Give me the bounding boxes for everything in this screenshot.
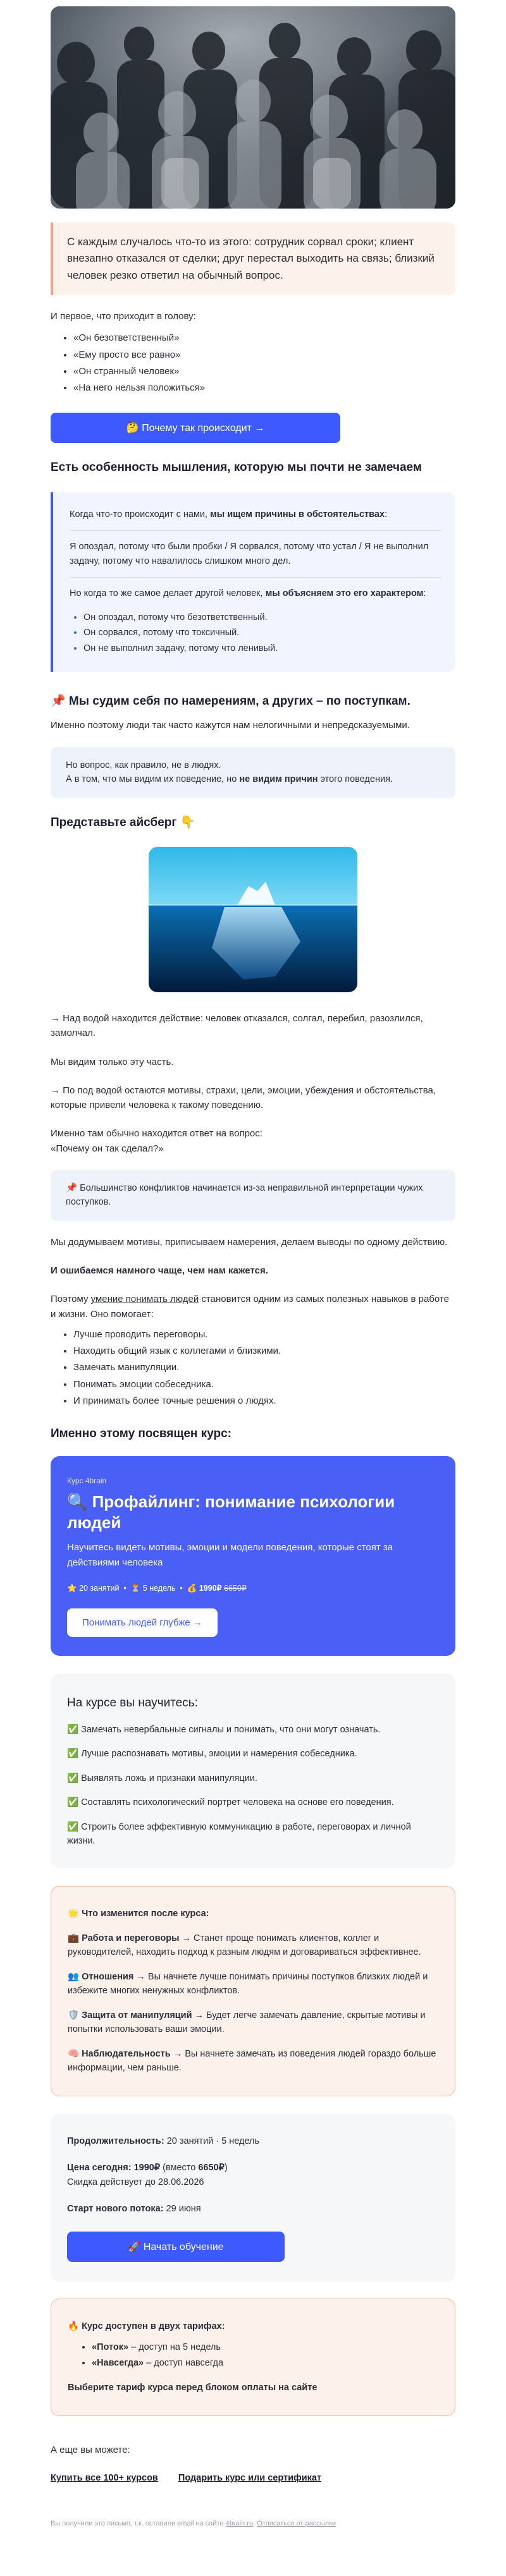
gift-course-link[interactable]: Подарить курс или сертификат xyxy=(178,2473,322,2484)
list-item: • Он опоздал, потому что безответственный. xyxy=(83,610,441,626)
discount-deadline: Скидка действует до 28.06.2026 xyxy=(67,2177,204,2187)
rethink-text: Мы додумываем мотивы, приписываем намерения, делаем выводы по одному действию. xyxy=(51,1236,448,1248)
callout-text: С каждым случалось что-то из этого: сотрудник сорвал сроки; клиент внезапно отказался от сделки; друг перестал выходить на связь; близкий человек резко ответил на обычный вопрос. xyxy=(67,236,435,281)
bold-span: не видим причин xyxy=(239,774,318,785)
intro-text: И первое, что приходит в голову: xyxy=(51,311,196,322)
learn-item: ✅ Замечать невербальные сигналы и понимать, что они могут означать. xyxy=(67,1724,381,1735)
old-price: 6650₽ xyxy=(198,2163,225,2173)
above-water-text: → Над водой находится действие: человек отказался, солгал, перебил, разозлился, замолчал. xyxy=(51,1013,423,1039)
text-span: этого поведения. xyxy=(318,774,393,785)
skills-list xyxy=(51,1327,455,1409)
text-span: Именно там обычно находится ответ на вопрос: xyxy=(51,1128,262,1139)
course-description: Научитесь видеть мотивы, эмоции и модели поведения, которые стоят за действиями человека xyxy=(67,1542,393,1568)
change-item xyxy=(68,2047,438,2075)
course-tag: Курс 4brain xyxy=(67,1476,107,1485)
box-line: Но вопрос, как правило, не в людях. xyxy=(66,760,221,770)
tariff-heading: 🔥 Курс доступен в двух тарифах: xyxy=(68,2321,225,2331)
change-item xyxy=(68,1970,438,1998)
learn-section xyxy=(51,1674,455,1868)
answer-text xyxy=(51,1126,455,1156)
tariff-name: «Поток» xyxy=(92,2342,129,2353)
start-value: 29 июня xyxy=(163,2204,201,2215)
start-row xyxy=(67,2202,439,2216)
change-title: 🧠 Наблюдательность xyxy=(68,2048,171,2059)
change-text: → Вы начнете лучше понимать причины поступков близких людей и избежите многих ненужных конфликтов. xyxy=(68,1971,428,1996)
tariff-text: – доступ на 5 недель xyxy=(128,2342,221,2353)
box-paragraph xyxy=(70,507,441,521)
character-list xyxy=(70,610,441,657)
duration-label: Продолжительность: xyxy=(67,2136,164,2146)
tariff-cta xyxy=(68,2381,438,2395)
text-span: становится одним из самых полезных навыков в работе и жизни. Оно помогает: xyxy=(51,1294,449,1320)
footer-links xyxy=(51,2471,455,2485)
price-value: 1990₽ xyxy=(131,2163,161,2173)
learn-item: ✅ Лучше распознавать мотивы, эмоции и намерения собеседника. xyxy=(67,1749,357,1759)
tariff-section xyxy=(51,2299,455,2416)
iceberg-heading: Представьте айсберг 👇 xyxy=(51,815,195,829)
causes-box xyxy=(51,747,455,798)
divider xyxy=(70,530,441,531)
start-label: Старт нового потока: xyxy=(67,2204,164,2215)
more-text: А еще вы можете: xyxy=(51,2444,130,2455)
duration-value: 20 занятий · 5 недель xyxy=(164,2136,260,2146)
text-span: Когда что-то происходит с нами, xyxy=(70,509,211,519)
box-paragraph: Я опоздал, потому что были пробки / Я сорвался, потому что устал / Я не выполнил задачу, потому что навалилось слишком много дел. xyxy=(70,542,429,566)
skill-text xyxy=(51,1292,455,1321)
changes-heading: 🌟 Что изменится после курса: xyxy=(68,1909,209,1919)
change-title: 👥 Отношения xyxy=(68,1971,134,1982)
change-item xyxy=(68,2008,438,2037)
price-label: Цена сегодня: xyxy=(67,2163,132,2173)
course-card xyxy=(51,1456,455,1656)
list-item: • Лучше проводить переговоры. xyxy=(73,1327,455,1343)
text-span: Поэтому xyxy=(51,1294,91,1305)
text-span: ) xyxy=(224,2163,228,2173)
tariff-text: – доступ навсегда xyxy=(144,2357,224,2368)
course-title: 🔍 Профайлинг: понимание психологии людей xyxy=(67,1492,395,1532)
list-item: • «Ему просто все равно» xyxy=(73,347,455,363)
change-title: 🛡️ Защита от манипуляций xyxy=(68,2010,192,2020)
text-span: (вместо xyxy=(160,2163,199,2173)
lessons-count: ⭐ 20 занятий xyxy=(67,1583,120,1593)
we-see-text: Мы видим только эту часть. xyxy=(51,1056,174,1067)
course-price: 💰 1990₽ xyxy=(187,1583,222,1593)
course-heading: Именно этому посвящен курс: xyxy=(51,1427,232,1441)
unsubscribe-line xyxy=(51,2518,455,2529)
list-item: • Он не выполнил задачу, потому что ленивый. xyxy=(83,641,441,657)
bold-span: Выберите тариф курса перед блоком оплаты на сайте xyxy=(68,2383,318,2393)
text-span: . xyxy=(253,2519,257,2527)
text-span: «Почему он так сделал?» xyxy=(51,1143,164,1154)
learn-item: ✅ Выявлять ложь и признаки манипуляции. xyxy=(67,1773,257,1783)
list-item: • «Он безответственный» xyxy=(73,330,455,346)
list-item: • Находить общий язык с коллегами и близкими. xyxy=(73,1343,455,1359)
box-line xyxy=(66,772,440,786)
text-span: : xyxy=(423,588,426,599)
conflicts-note xyxy=(51,1170,455,1221)
learn-item: ✅ Строить более эффективную коммуникацию в работе, переговорах и личной жизни. xyxy=(67,1821,411,1847)
change-text: → Станет проще понимать клиентов, коллег и руководителей, находить подход к разным людям и договариваться эффективнее. xyxy=(68,1933,421,1958)
bold-span: мы ищем причины в обстоятельствах xyxy=(210,509,385,519)
list-item: • Понимать эмоции собеседника. xyxy=(73,1376,455,1393)
iceberg-image xyxy=(149,847,357,992)
iceberg-illustration xyxy=(149,847,357,992)
judge-heading: 📌 Мы судим себя по намерениям, а других – по поступкам. xyxy=(51,694,410,708)
box-paragraph xyxy=(70,586,441,600)
start-learning-button[interactable]: 🚀 Начать обучение xyxy=(67,2232,285,2262)
learn-heading: На курсе вы научитесь: xyxy=(67,1696,198,1710)
course-info xyxy=(51,2114,455,2282)
attribution-box xyxy=(51,492,455,672)
skill-link[interactable]: умение понимать людей xyxy=(90,1294,199,1305)
bold-span: И ошибаемся намного чаще, чем нам кажется. xyxy=(51,1265,268,1277)
feature-heading: Есть особенность мышления, которую мы почти не замечаем xyxy=(51,461,422,475)
list-item: • «На него нельзя положиться» xyxy=(73,380,455,396)
tariff-list xyxy=(68,2340,438,2371)
hero-image xyxy=(51,6,455,209)
duration-row xyxy=(67,2134,439,2148)
change-title: 💼 Работа и переговоры xyxy=(68,1933,180,1943)
bold-span: мы объясняем это его характером xyxy=(265,588,424,599)
list-item: • Он сорвался, потому что токсичный. xyxy=(83,625,441,641)
below-water-text: → По под водой остаются мотивы, страхи, цели, эмоции, убеждения и обстоятельства, которые привели человека к такому поведению. xyxy=(51,1084,436,1111)
mistake-text xyxy=(51,1263,455,1278)
thoughts-list xyxy=(51,330,455,396)
intro-callout xyxy=(51,222,455,295)
price-row xyxy=(67,2161,439,2189)
crowd-photo xyxy=(51,6,455,209)
text-span: Вы получили это письмо, т.к. оставили email на сайте xyxy=(51,2519,226,2527)
change-text: → Будет легче замечать давление, скрытые мотивы и попытки использовать ваши эмоции. xyxy=(68,2010,426,2035)
tariff-name: «Навсегда» xyxy=(92,2357,144,2368)
understand-people-button[interactable]: Понимать людей глубже → xyxy=(67,1608,218,1637)
list-item xyxy=(92,2355,438,2371)
why-button[interactable]: 🤔 Почему так происходит → xyxy=(51,413,340,443)
weeks-count: ⏳ 5 недель xyxy=(130,1583,176,1593)
note-text: 📌 Большинство конфликтов начинается из-за неправильной интерпретации чужих поступков. xyxy=(66,1182,423,1208)
list-item: • И принимать более точные решения о людях. xyxy=(73,1393,455,1409)
email-body xyxy=(51,0,455,2548)
list-item: • «Он странный человек» xyxy=(73,363,455,380)
course-meta: ⭐ 20 занятий • ⏳ 5 недель • 💰 1990₽ 6650₽ xyxy=(67,1583,247,1593)
change-text: → Вы начнете замечать из поведения людей гораздо больше информации, чем раньше. xyxy=(68,2048,436,2074)
learn-item: ✅ Составлять психологический портрет человека на основе его поведения. xyxy=(67,1797,394,1808)
judge-text: Именно поэтому люди так часто кажутся нам нелогичными и непредсказуемыми. xyxy=(51,720,410,731)
course-old-price: 6650₽ xyxy=(224,1583,247,1593)
site-link[interactable]: 4brain.ru xyxy=(225,2519,254,2527)
changes-section xyxy=(51,1886,455,2096)
list-item xyxy=(92,2340,438,2355)
unsubscribe-link[interactable]: Отписаться от рассылки xyxy=(257,2519,336,2527)
buy-all-courses-link[interactable]: Купить все 100+ курсов xyxy=(51,2473,158,2484)
text-span: : xyxy=(385,509,388,519)
change-item xyxy=(68,1931,438,1960)
text-span: Но когда то же самое делает другой человек, xyxy=(70,588,266,599)
list-item: • Замечать манипуляции. xyxy=(73,1359,455,1376)
divider xyxy=(70,577,441,578)
text-span: А в том, что мы видим их поведение, но xyxy=(66,774,240,785)
